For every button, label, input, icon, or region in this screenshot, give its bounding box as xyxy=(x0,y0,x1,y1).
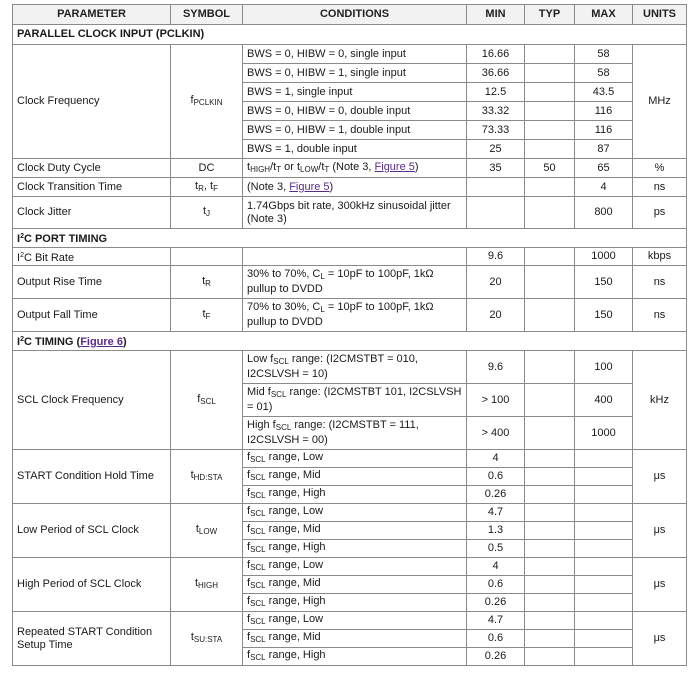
unit-mhz: MHz xyxy=(633,45,687,159)
typ-cell xyxy=(525,299,575,332)
typ-cell xyxy=(525,522,575,540)
condition-cell: BWS = 0, HIBW = 0, single input xyxy=(243,45,467,64)
typ-cell xyxy=(525,612,575,630)
condition-cell: Low $f_{SCL}$ range: (I2CMSTBT = 010, I2CSLVSH = 10) xyxy=(243,351,467,384)
condition-cell: $f_{SCL}$ range, Low xyxy=(243,504,467,522)
typ-cell: 50 xyxy=(525,159,575,178)
condition-transition: (Note 3, Figure 5) xyxy=(243,178,467,197)
max-cell xyxy=(575,486,633,504)
max-cell xyxy=(575,450,633,468)
typ-cell xyxy=(525,102,575,121)
section-row xyxy=(13,25,687,45)
min-cell: 36.66 xyxy=(467,64,525,83)
min-cell: 12.5 xyxy=(467,83,525,102)
min-cell: 0.5 xyxy=(467,540,525,558)
typ-cell xyxy=(525,417,575,450)
max-cell xyxy=(575,468,633,486)
symbol-cell xyxy=(171,248,243,266)
typ-cell xyxy=(525,64,575,83)
condition-cell: $f_{SCL}$ range, Mid xyxy=(243,468,467,486)
table-row xyxy=(13,159,687,178)
typ-cell xyxy=(525,558,575,576)
condition-cell: $f_{SCL}$ range, Low xyxy=(243,450,467,468)
unit-cell: ns xyxy=(633,299,687,332)
max-cell: 1000 xyxy=(575,248,633,266)
min-cell: 0.26 xyxy=(467,648,525,666)
max-cell: 116 xyxy=(575,121,633,140)
max-cell xyxy=(575,612,633,630)
table-row xyxy=(13,504,687,522)
typ-cell xyxy=(525,140,575,159)
typ-cell xyxy=(525,248,575,266)
symbol-tr-tf: $t_R$, $t_F$ xyxy=(171,178,243,197)
condition-cell: $f_{SCL}$ range, High xyxy=(243,486,467,504)
typ-cell xyxy=(525,351,575,384)
condition-fall: 70% to 30%, $C_L = 10pF$ to 100pF, 1kΩ pullup to DVDD xyxy=(243,299,467,332)
symbol-tsu-sta: $t_{SU:STA}$ xyxy=(171,612,243,666)
typ-cell xyxy=(525,266,575,299)
min-cell: 4.7 xyxy=(467,504,525,522)
typ-cell xyxy=(525,486,575,504)
min-cell: 25 xyxy=(467,140,525,159)
param-output-rise-time: Output Rise Time xyxy=(13,266,171,299)
unit-us: μs xyxy=(633,558,687,612)
table-row xyxy=(13,45,687,64)
condition-cell: $f_{SCL}$ range, Low xyxy=(243,558,467,576)
param-clock-transition-time: Clock Transition Time xyxy=(13,178,171,197)
table-row xyxy=(13,612,687,630)
table-row xyxy=(13,558,687,576)
section-row xyxy=(13,332,687,351)
section-row xyxy=(13,229,687,248)
condition-jitter: 1.74Gbps bit rate, 300kHz sinusoidal jitter (Note 3) xyxy=(243,197,467,229)
min-cell: 0.6 xyxy=(467,468,525,486)
min-cell: 33.32 xyxy=(467,102,525,121)
min-cell: 9.6 xyxy=(467,351,525,384)
symbol-thigh: $t_{HIGH}$ xyxy=(171,558,243,612)
table-row xyxy=(13,450,687,468)
param-clock-jitter: Clock Jitter xyxy=(13,197,171,229)
min-cell: 20 xyxy=(467,266,525,299)
min-cell xyxy=(467,197,525,229)
max-cell: 43.5 xyxy=(575,83,633,102)
min-cell: 73.33 xyxy=(467,121,525,140)
max-cell: 116 xyxy=(575,102,633,121)
max-cell xyxy=(575,540,633,558)
max-cell xyxy=(575,630,633,648)
max-cell xyxy=(575,504,633,522)
max-cell xyxy=(575,522,633,540)
symbol-tlow: $t_{LOW}$ xyxy=(171,504,243,558)
symbol-tf: $t_F$ xyxy=(171,299,243,332)
condition-cell: BWS = 0, HIBW = 0, double input xyxy=(243,102,467,121)
condition-cell: $f_{SCL}$ range, Mid xyxy=(243,522,467,540)
header-max: MAX xyxy=(575,5,633,25)
condition-cell: BWS = 1, single input xyxy=(243,83,467,102)
typ-cell xyxy=(525,630,575,648)
symbol-dc: DC xyxy=(171,159,243,178)
typ-cell xyxy=(525,121,575,140)
max-cell xyxy=(575,558,633,576)
typ-cell xyxy=(525,504,575,522)
min-cell: 20 xyxy=(467,299,525,332)
param-start-hold-time: START Condition Hold Time xyxy=(13,450,171,504)
unit-cell: % xyxy=(633,159,687,178)
symbol-thd-sta: $t_{HD:STA}$ xyxy=(171,450,243,504)
condition-cell: $f_{SCL}$ range, Low xyxy=(243,612,467,630)
min-cell: 0.26 xyxy=(467,594,525,612)
condition-cell: $f_{SCL}$ range, Mid xyxy=(243,576,467,594)
condition-rise: 30% to 70%, $C_L = 10pF$ to 100pF, 1kΩ pullup to DVDD xyxy=(243,266,467,299)
condition-cell: $f_{SCL}$ range, Mid xyxy=(243,630,467,648)
header-parameter: PARAMETER xyxy=(13,5,171,25)
min-cell: 0.6 xyxy=(467,576,525,594)
param-clock-frequency: Clock Frequency xyxy=(13,45,171,159)
typ-cell xyxy=(525,468,575,486)
max-cell xyxy=(575,576,633,594)
min-cell: 4 xyxy=(467,558,525,576)
param-repeated-start-setup: Repeated START Condition Setup Time xyxy=(13,612,171,666)
typ-cell xyxy=(525,576,575,594)
unit-khz: kHz xyxy=(633,351,687,450)
condition-cell: High $f_{SCL}$ range: (I2CMSTBT = 111, I2CSLVSH = 00) xyxy=(243,417,467,450)
header-row xyxy=(13,5,687,25)
condition-cell: Mid $f_{SCL}$ range: (I2CMSTBT 101, I2CSLVSH = 01) xyxy=(243,384,467,417)
min-cell: > 100 xyxy=(467,384,525,417)
max-cell xyxy=(575,594,633,612)
header-units: UNITS xyxy=(633,5,687,25)
max-cell: 58 xyxy=(575,64,633,83)
max-cell: 87 xyxy=(575,140,633,159)
max-cell: 150 xyxy=(575,299,633,332)
figure-5-link[interactable]: Figure 5 xyxy=(374,160,415,173)
min-cell: 16.66 xyxy=(467,45,525,64)
typ-cell xyxy=(525,197,575,229)
condition-duty-cycle: $t_{HIGH}/t_T$ or $t_{LOW}/t_T$ (Note 3, Figure 5) xyxy=(243,159,467,178)
max-cell: 150 xyxy=(575,266,633,299)
max-cell: 400 xyxy=(575,384,633,417)
table-row xyxy=(13,299,687,332)
max-cell: 1000 xyxy=(575,417,633,450)
typ-cell xyxy=(525,540,575,558)
symbol-fscl: $f_{SCL}$ xyxy=(171,351,243,450)
max-cell: 58 xyxy=(575,45,633,64)
typ-cell xyxy=(525,594,575,612)
figure-5-link[interactable]: Figure 5 xyxy=(289,180,330,193)
table-row xyxy=(13,197,687,229)
unit-us: μs xyxy=(633,612,687,666)
typ-cell xyxy=(525,648,575,666)
unit-cell: ns xyxy=(633,266,687,299)
min-cell: 0.26 xyxy=(467,486,525,504)
electrical-characteristics-table xyxy=(12,4,687,666)
min-cell: 0.6 xyxy=(467,630,525,648)
param-low-period-scl: Low Period of SCL Clock xyxy=(13,504,171,558)
header-min: MIN xyxy=(467,5,525,25)
section-title-pclkin: PARALLEL CLOCK INPUT (PCLKIN) xyxy=(13,25,687,45)
param-output-fall-time: Output Fall Time xyxy=(13,299,171,332)
min-cell xyxy=(467,178,525,197)
symbol-tj: $t_J$ xyxy=(171,197,243,229)
symbol-tr: $t_R$ xyxy=(171,266,243,299)
min-cell: 4 xyxy=(467,450,525,468)
param-i2c-bit-rate: $I^2C$ Bit Rate xyxy=(13,248,171,266)
typ-cell xyxy=(525,450,575,468)
symbol-fpclkin: $f_{PCLKIN}$ xyxy=(171,45,243,159)
unit-us: μs xyxy=(633,450,687,504)
figure-6-link[interactable]: Figure 6 xyxy=(80,336,123,348)
param-clock-duty-cycle: Clock Duty Cycle xyxy=(13,159,171,178)
param-scl-clock-frequency: SCL Clock Frequency xyxy=(13,351,171,450)
unit-cell: ps xyxy=(633,197,687,229)
header-symbol: SYMBOL xyxy=(171,5,243,25)
header-typ: TYP xyxy=(525,5,575,25)
unit-cell: kbps xyxy=(633,248,687,266)
max-cell xyxy=(575,648,633,666)
max-cell: 100 xyxy=(575,351,633,384)
condition-cell: BWS = 0, HIBW = 1, double input xyxy=(243,121,467,140)
typ-cell xyxy=(525,178,575,197)
min-cell: > 400 xyxy=(467,417,525,450)
typ-cell xyxy=(525,45,575,64)
section-title-i2c-port: $I^2C$ PORT TIMING xyxy=(13,229,687,248)
typ-cell xyxy=(525,384,575,417)
section-title-i2c-timing: $I^2C$ TIMING (Figure 6) xyxy=(13,332,687,351)
min-cell: 35 xyxy=(467,159,525,178)
table-row xyxy=(13,266,687,299)
header-conditions: CONDITIONS xyxy=(243,5,467,25)
unit-us: μs xyxy=(633,504,687,558)
condition-cell: $f_{SCL}$ range, High xyxy=(243,648,467,666)
max-cell: 800 xyxy=(575,197,633,229)
condition-cell: BWS = 0, HIBW = 1, single input xyxy=(243,64,467,83)
max-cell: 4 xyxy=(575,178,633,197)
param-high-period-scl: High Period of SCL Clock xyxy=(13,558,171,612)
table-row xyxy=(13,351,687,384)
min-cell: 4.7 xyxy=(467,612,525,630)
condition-cell: BWS = 1, double input xyxy=(243,140,467,159)
min-cell: 1.3 xyxy=(467,522,525,540)
condition-cell xyxy=(243,248,467,266)
condition-cell: $f_{SCL}$ range, High xyxy=(243,540,467,558)
min-cell: 9.6 xyxy=(467,248,525,266)
table-row xyxy=(13,248,687,266)
max-cell: 65 xyxy=(575,159,633,178)
condition-cell: $f_{SCL}$ range, High xyxy=(243,594,467,612)
table-row xyxy=(13,178,687,197)
unit-cell: ns xyxy=(633,178,687,197)
typ-cell xyxy=(525,83,575,102)
